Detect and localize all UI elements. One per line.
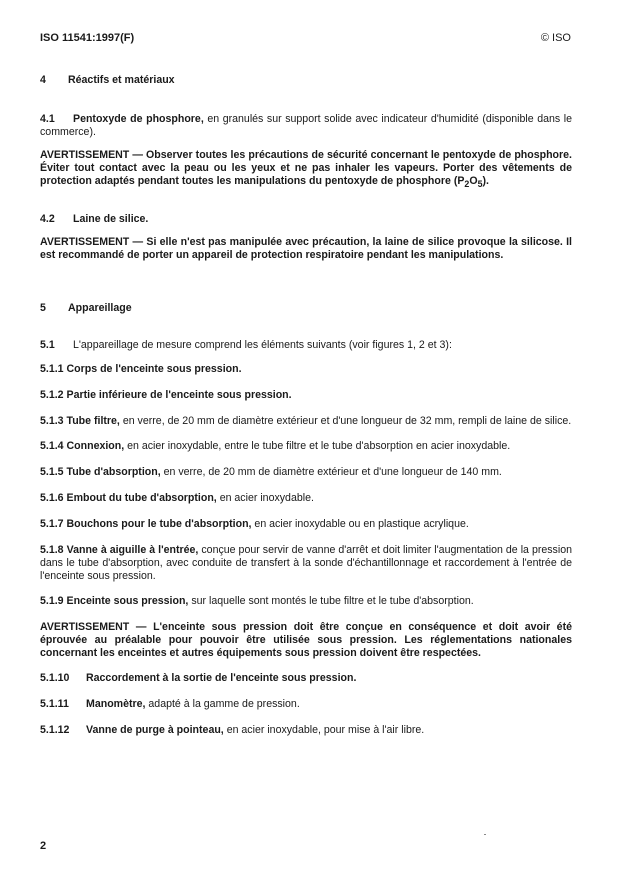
formula-subscript: 2	[464, 179, 470, 190]
clause-5-1-7	[40, 518, 572, 531]
clause-5-1-11	[40, 698, 572, 711]
clause-4-1	[40, 113, 572, 139]
clause-number: 4.2	[40, 213, 55, 226]
formula-part: O	[469, 175, 478, 187]
clause-text: L'appareillage de mesure comprend les éléments suivants (voir figures 1, 2 et 3):	[73, 339, 452, 352]
clause-number: 5.1.5	[40, 466, 64, 479]
warning-pressure-vessel: AVERTISSEMENT — L'enceinte sous pression doit être conçue en conséquence et doit avoir été éprouvée au préalable pour pouvoir être utilisée sous pression. Les réglementations nationales concernant les enceintes et autres équipements sous pression doivent être respectées.	[40, 621, 572, 660]
clause-term: Laine de silice.	[73, 213, 149, 226]
clause-term: Enceinte sous pression,	[66, 595, 189, 608]
section-title: Réactifs et matériaux	[68, 74, 175, 86]
clause-5-1-6	[40, 492, 572, 505]
section-4-heading	[40, 74, 572, 87]
section-5-heading	[40, 302, 572, 315]
clause-term: Vanne à aiguille à l'entrée,	[66, 544, 199, 557]
clause-text: en acier inoxydable, pour mise à l'air libre.	[223, 724, 425, 737]
clause-number: 5.1.7	[40, 518, 64, 531]
clause-text: en granulés sur support solide avec indicateur d'humidité (disponible dans le commerce).	[40, 113, 573, 138]
formula-subscript: 5	[477, 179, 483, 190]
clause-term: Embout du tube d'absorption,	[66, 492, 217, 505]
clause-term: Raccordement à la sortie de l'enceinte sous pression.	[86, 672, 357, 685]
warning-text: AVERTISSEMENT — Observer toutes les précautions de sécurité concernant le pentoxyde de phosphore. Éviter tout contact avec la peau ou les yeux et ne pas inhaler les vapeurs. Porter des vêtements de protection adaptés pendant toutes les manipulations du pentoxyde de phosphore	[40, 149, 572, 187]
clause-5-1-9	[40, 595, 572, 608]
clause-term: Corps de l'enceinte sous pression.	[66, 363, 242, 376]
clause-4-2	[40, 213, 572, 226]
clause-number: 5.1	[40, 339, 55, 352]
clause-5-1-2	[40, 389, 572, 402]
clause-5-1-1	[40, 363, 572, 376]
document-id: ISO 11541:1997(F)	[40, 32, 135, 44]
clause-5-1-5	[40, 466, 572, 479]
section-number: 5	[40, 302, 46, 315]
page-number: 2	[40, 840, 47, 852]
warning-phosphorus	[40, 149, 572, 191]
clause-number: 4.1	[40, 113, 55, 125]
page-body	[40, 74, 572, 737]
formula-part: ).	[482, 175, 489, 187]
clause-5-1	[40, 339, 572, 352]
formula-part: (P	[453, 175, 465, 187]
clause-term: Tube d'absorption,	[66, 466, 161, 479]
clause-5-1-4	[40, 440, 572, 453]
clause-number: 5.1.8	[40, 544, 64, 557]
scan-speck	[484, 834, 486, 835]
clause-number: 5.1.6	[40, 492, 64, 505]
clause-text: en verre, de 20 mm de diamètre extérieur et d'une longueur de 140 mm.	[160, 466, 502, 479]
clause-number: 5.1.11	[40, 698, 69, 711]
clause-text: sur laquelle sont montés le tube filtre et le tube d'absorption.	[188, 595, 474, 608]
clause-5-1-3	[40, 415, 572, 428]
clause-number: 5.1.9	[40, 595, 64, 608]
clause-number: 5.1.4	[40, 440, 64, 453]
clause-5-1-12	[40, 724, 572, 737]
clause-term: Partie inférieure de l'enceinte sous pression.	[66, 389, 292, 402]
clause-term: Manomètre,	[86, 698, 146, 711]
clause-text: en acier inoxydable.	[216, 492, 314, 505]
clause-text: en verre, de 20 mm de diamètre extérieur et d'une longueur de 32 mm, rempli de laine de silice.	[119, 415, 572, 428]
clause-text: en acier inoxydable ou en plastique acrylique.	[251, 518, 469, 531]
clause-text: en acier inoxydable, entre le tube filtre et le tube d'absorption en acier inoxydable.	[124, 440, 511, 453]
clause-text: conçue pour servir de vanne d'arrêt et doit limiter l'augmentation de la pression dans le tube d'absorption, avec conduite de transfert à la sonde d'échantillonnage et raccordement à l'entrée de l'enceinte sous pression.	[40, 544, 572, 583]
clause-text: adapté à la gamme de pression.	[145, 698, 300, 711]
section-number: 4	[40, 74, 46, 86]
copyright: © ISO	[540, 32, 571, 44]
clause-number: 5.1.1	[40, 363, 64, 376]
clause-5-1-8	[40, 544, 572, 583]
clause-number: 5.1.12	[40, 724, 70, 737]
clause-number: 5.1.2	[40, 389, 64, 402]
clause-term: Vanne de purge à pointeau,	[86, 724, 224, 737]
clause-term: Tube filtre,	[66, 415, 120, 428]
warning-silica: AVERTISSEMENT — Si elle n'est pas manipulée avec précaution, la laine de silice provoque la silicose. Il est recommandé de porter un appareil de protection respiratoire pendant les manipulations.	[40, 236, 572, 262]
clause-number: 5.1.10	[40, 672, 70, 685]
clause-5-1-10	[40, 672, 572, 685]
clause-number: 5.1.3	[40, 415, 64, 428]
clause-term: Connexion,	[66, 440, 125, 453]
clause-term: Bouchons pour le tube d'absorption,	[66, 518, 252, 531]
clause-term: Pentoxyde de phosphore,	[73, 113, 204, 125]
section-title: Appareillage	[68, 302, 132, 315]
